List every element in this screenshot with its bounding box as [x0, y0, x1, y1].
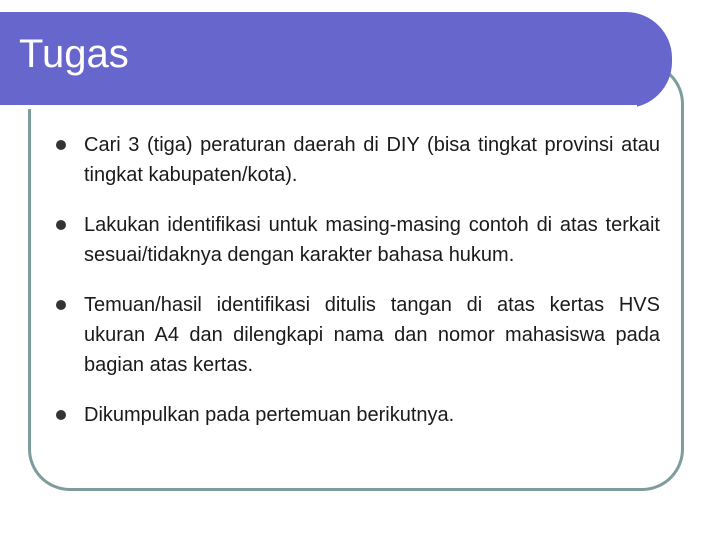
bullet-item: [56, 130, 660, 190]
title-underline: [0, 105, 637, 109]
bullet-text: Cari 3 (tiga) peraturan daerah di DIY (bisa tingkat provinsi atau tingkat kabupaten/kota).: [84, 134, 660, 186]
bullet-list: [56, 130, 660, 450]
bullet-item: [56, 210, 660, 270]
bullet-dot-icon: [56, 220, 66, 230]
slide-title: Tugas: [19, 32, 129, 76]
bullet-dot-icon: [56, 410, 66, 420]
bullet-text: Dikumpulkan pada pertemuan berikutnya.: [84, 404, 455, 426]
bullet-text: Temuan/hasil identifikasi ditulis tangan di atas kertas HVS ukuran A4 dan dilengkapi nama dan nomor mahasiswa pada bagian atas kertas.: [84, 294, 660, 376]
bullet-dot-icon: [56, 140, 66, 150]
bullet-dot-icon: [56, 300, 66, 310]
bullet-text: Lakukan identifikasi untuk masing-masing contoh di atas terkait sesuai/tidaknya dengan karakter bahasa hukum.: [84, 214, 660, 266]
bullet-item: [56, 290, 660, 380]
bullet-item: [56, 400, 660, 430]
